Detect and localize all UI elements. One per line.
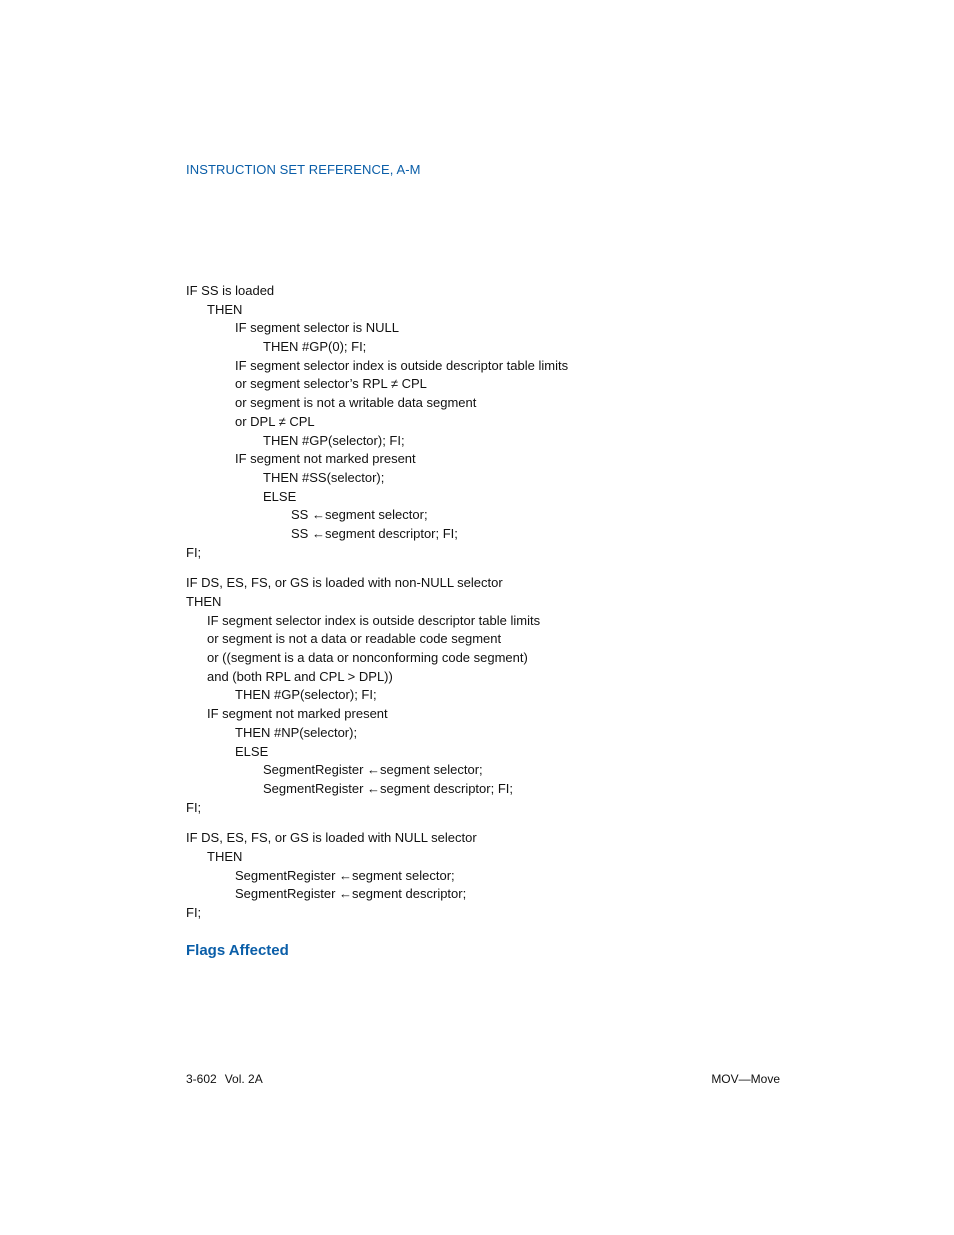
code-block	[186, 282, 786, 562]
code-line: FI;	[186, 544, 202, 560]
pseudocode-listing	[186, 282, 786, 935]
code-block	[186, 829, 786, 922]
code-line: IF segment selector is NULL	[235, 320, 400, 336]
code-line: and (both RPL and CPL > DPL))	[207, 668, 393, 684]
code-line: IF DS, ES, FS, or GS is loaded with NULL selector	[186, 830, 477, 846]
volume-label: Vol. 2A	[224, 1072, 263, 1086]
page-footer-right: MOV—Move	[711, 1072, 780, 1086]
code-line: IF SS is loaded	[186, 283, 275, 298]
code-line: IF DS, ES, FS, or GS is loaded with non-NULL selector	[186, 575, 503, 591]
code-line: THEN #SS(selector);	[263, 469, 385, 485]
code-line: THEN #GP(selector); FI;	[235, 687, 377, 703]
page-footer-left	[186, 1072, 263, 1086]
code-line: THEN #GP(0); FI;	[263, 339, 367, 355]
code-line: or segment is not a data or readable code segment	[207, 631, 502, 647]
code-line: or segment selector’s RPL ≠ CPL	[235, 376, 427, 392]
code-line: FI;	[186, 799, 202, 815]
code-line: or segment is not a writable data segment	[235, 395, 477, 411]
code-line: or DPL ≠ CPL	[235, 413, 315, 429]
code-line: ELSE	[235, 743, 269, 759]
running-header: INSTRUCTION SET REFERENCE, A-M	[186, 162, 421, 177]
section-heading-flags-affected: Flags Affected	[186, 942, 289, 959]
code-line: SegmentRegister ←segment selector;	[235, 867, 455, 883]
page-number: 3-602	[186, 1072, 217, 1086]
code-line: IF segment selector index is outside descriptor table limits	[235, 357, 569, 373]
code-line: ELSE	[263, 488, 297, 504]
code-line: SS ←segment selector;	[291, 507, 428, 523]
code-line: THEN #GP(selector); FI;	[263, 432, 405, 448]
code-line: THEN #NP(selector);	[235, 724, 358, 740]
code-line: IF segment not marked present	[207, 706, 388, 722]
code-block	[186, 574, 786, 817]
code-line: THEN	[207, 301, 243, 317]
code-line: FI;	[186, 905, 202, 920]
code-line: THEN	[186, 594, 222, 609]
code-line: SegmentRegister ←segment descriptor; FI;	[263, 780, 513, 796]
code-line: SegmentRegister ←segment selector;	[263, 762, 483, 778]
code-line: or ((segment is a data or nonconforming code segment)	[207, 650, 528, 666]
code-line: SegmentRegister ←segment descriptor;	[235, 886, 467, 902]
code-line: SS ←segment descriptor; FI;	[291, 525, 458, 541]
code-line: THEN	[207, 848, 243, 864]
code-line: IF segment selector index is outside descriptor table limits	[207, 612, 541, 628]
code-line: IF segment not marked present	[235, 451, 416, 467]
